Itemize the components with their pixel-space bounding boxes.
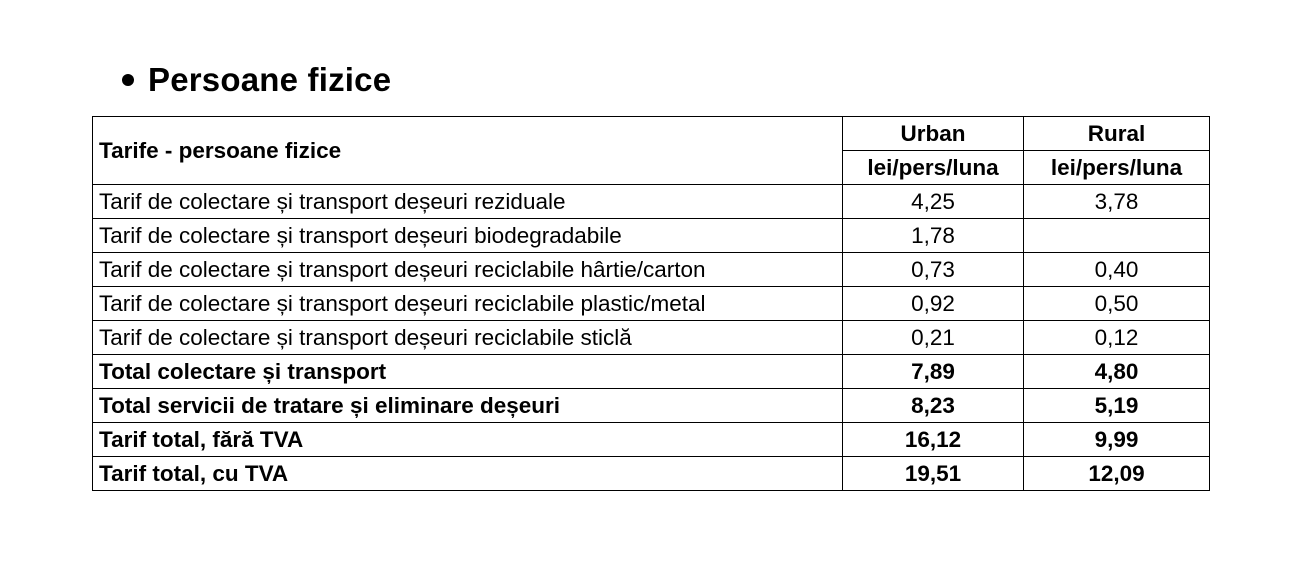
table-row bbox=[93, 185, 1210, 219]
urban-total: 8,23 bbox=[843, 389, 1024, 423]
urban-value: 0,73 bbox=[843, 253, 1024, 287]
urban-value: 0,21 bbox=[843, 321, 1024, 355]
column-header-urban: Urban bbox=[843, 117, 1024, 151]
row-label: Tarif de colectare și transport deșeuri reciclabile sticlă bbox=[93, 321, 843, 355]
row-label: Tarif de colectare și transport deșeuri reciclabile hârtie/carton bbox=[93, 253, 843, 287]
urban-total: 7,89 bbox=[843, 355, 1024, 389]
rural-total: 5,19 bbox=[1024, 389, 1210, 423]
section-heading bbox=[122, 58, 391, 102]
rural-value: 0,50 bbox=[1024, 287, 1210, 321]
total-label: Tarif total, fără TVA bbox=[93, 423, 843, 457]
unit-header-rural: lei/pers/luna bbox=[1024, 151, 1210, 185]
row-label: Tarif de colectare și transport deșeuri reziduale bbox=[93, 185, 843, 219]
row-label: Tarif de colectare și transport deșeuri reciclabile plastic/metal bbox=[93, 287, 843, 321]
rural-value: 3,78 bbox=[1024, 185, 1210, 219]
rural-value: 0,12 bbox=[1024, 321, 1210, 355]
total-label: Tarif total, cu TVA bbox=[93, 457, 843, 491]
urban-value: 4,25 bbox=[843, 185, 1024, 219]
rural-total: 9,99 bbox=[1024, 423, 1210, 457]
tariffs-table bbox=[92, 116, 1210, 491]
table-row bbox=[93, 287, 1210, 321]
urban-total: 16,12 bbox=[843, 423, 1024, 457]
total-row bbox=[93, 355, 1210, 389]
column-header-rural: Rural bbox=[1024, 117, 1210, 151]
total-label: Total servicii de tratare și eliminare deșeuri bbox=[93, 389, 843, 423]
urban-value: 1,78 bbox=[843, 219, 1024, 253]
total-row bbox=[93, 457, 1210, 491]
column-header-label: Tarife - persoane fizice bbox=[93, 117, 843, 185]
bullet-icon bbox=[122, 74, 134, 86]
table-row bbox=[93, 219, 1210, 253]
rural-total: 12,09 bbox=[1024, 457, 1210, 491]
rural-value bbox=[1024, 219, 1210, 253]
table-header-row bbox=[93, 117, 1210, 151]
urban-value: 0,92 bbox=[843, 287, 1024, 321]
section-title: Persoane fizice bbox=[148, 61, 392, 98]
row-label: Tarif de colectare și transport deșeuri biodegradabile bbox=[93, 219, 843, 253]
urban-total: 19,51 bbox=[843, 457, 1024, 491]
total-label: Total colectare și transport bbox=[93, 355, 843, 389]
rural-total: 4,80 bbox=[1024, 355, 1210, 389]
table-row bbox=[93, 253, 1210, 287]
total-row bbox=[93, 389, 1210, 423]
total-row bbox=[93, 423, 1210, 457]
table-row bbox=[93, 321, 1210, 355]
rural-value: 0,40 bbox=[1024, 253, 1210, 287]
unit-header-urban: lei/pers/luna bbox=[843, 151, 1024, 185]
